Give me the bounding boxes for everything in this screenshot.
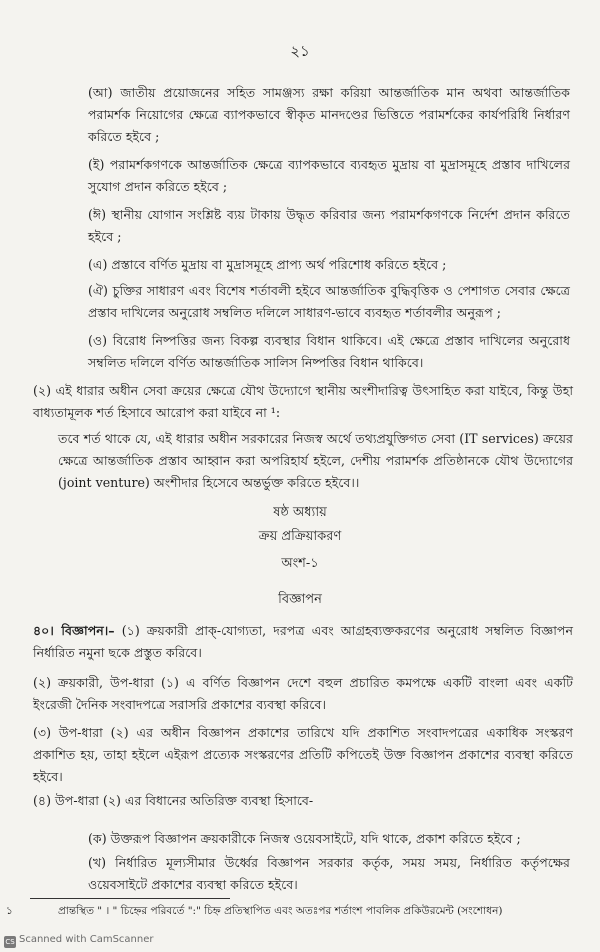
- footnote-divider: [30, 898, 230, 899]
- rule-40-s1-text: (১) ক্রয়কারী প্রাক্-যোগ্যতা, দরপত্র এবং আগ্রহব্যক্তকরণের অনুরোধ সম্বলিত বিজ্ঞাপন নির্ধারিত নমুনা ছকে প্রস্তুত করিবে।: [33, 623, 573, 660]
- chapter-title: ক্রয় প্রক্রিয়াকরণ: [258, 529, 342, 544]
- clause-e: (এ) প্রস্তাবে বর্ণিত মুদ্রায় বা মুদ্রাসমূহে প্রাপ্য অর্থ পরিশোধ করিতে হইবে ;: [88, 257, 447, 272]
- page-number: ২১: [290, 42, 310, 60]
- proviso: তবে শর্ত থাকে যে, এই ধারার অধীন সরকারের নিজস্ব অর্থে তথ্যপ্রযুক্তিগত সেবা (IT services) ক্রয়ের ক্ষেত্রে আন্তর্জাতিক প্রস্তাব আহ্বান করা অপরিহার্য হইলে, দেশীয় পরামর্শক প্রতিষ্ঠানকে যৌথ উদ্যোগের (joint venture) অংশীদার হিসেবে অন্তর্ভুক্ত করিতে হইবে।।: [58, 431, 573, 490]
- footnote-text: প্রান্তস্থিত " । " চিহ্নের পরিবর্তে ":" চিহ্ন প্রতিস্থাপিত এবং অতঃপর শর্তাংশ পাবলিক প্রকিউরমেন্ট (সংশোধন): [58, 905, 503, 917]
- rule-40-clause-ka: (ক) উক্তরূপ বিজ্ঞাপন ক্রয়কারীকে নিজস্ব ওয়েবসাইটে, যদি থাকে, প্রকাশ করিতে হইবে ;: [88, 831, 521, 846]
- rule-40-clause-kha: (খ) নির্ধারিত মূল্যসীমার উর্ধ্বের বিজ্ঞাপন সরকার কর্তৃক, সময় সময়, নির্ধারিত কর্তৃপক্ষের ওয়েবসাইটে প্রকাশের ব্যবস্থা করিতে হইবে।: [88, 855, 570, 892]
- clause-aa: (আ) জাতীয় প্রয়োজনের সহিত সামঞ্জস্য রক্ষা করিয়া আন্তর্জাতিক মান অথবা আন্তর্জাতিক পরামর্শক নিয়োগের ক্ষেত্রে ব্যাপকভাবে স্বীকৃত মানদণ্ডের ভিত্তিতে পরামর্শকের কার্যপরিধি নির্ধারণ করিতে হইবে ;: [88, 85, 570, 144]
- clause-o: (ও) বিরোধ নিষ্পত্তির জন্য বিকল্প ব্যবস্থার বিধান থাকিবে। এই ক্ষেত্রে প্রস্তাব দাখিলের অনুরোধ সম্বলিত দলিলে বর্ণিত আন্তর্জাতিক সালিস নিষ্পত্তির বিধান থাকিবে।: [88, 333, 570, 370]
- rule-40-subsection-4: (৪) উপ-ধারা (২) এর বিধানের অতিরিক্ত ব্যবস্থা হিসাবে-: [33, 793, 314, 808]
- part-title: বিজ্ঞাপন: [278, 592, 322, 607]
- clause-ii: (ঈ) স্থানীয় যোগান সংশ্লিষ্ট ব্যয় টাকায় উদ্ধৃত করিবার জন্য পরামর্শকগণকে নির্দেশ প্রদান করিতে হইবে ;: [88, 207, 570, 244]
- rule-40-subsection-3: (৩) উপ-ধারা (২) এর অধীন বিজ্ঞাপন প্রকাশের তারিখে যদি প্রকাশিত সংবাদপত্রের একাধিক সংস্করণ প্রকাশিত হয়, তাহা হইলে এইরূপ প্রত্যেক সংস্করণের প্রতিটি কপিতেই উক্ত বিজ্ঞাপন প্রকাশের ব্যবস্থা করিতে হইবে।: [33, 725, 573, 784]
- chapter-label: ষষ্ঠ অধ্যায়: [273, 505, 327, 520]
- watermark-text: Scanned with CamScanner: [19, 934, 154, 945]
- footnote-number: ১: [6, 905, 13, 917]
- rule-40-subsection-2: (২) ক্রয়কারী, উপ-ধারা (১) এ বর্ণিত বিজ্ঞাপন দেশে বহুল প্রচারিত কমপক্ষে একটি বাংলা এবং একটি ইংরেজী দৈনিক সংবাদপত্রে সরাসরি প্রকাশের ব্যবস্থা করিবে।: [33, 675, 573, 712]
- clause-oi: (ঐ) চুক্তির সাধারণ এবং বিশেষ শর্তাবলী হইবে আন্তর্জাতিক বুদ্ধিবৃত্তিক ও পেশাগত সেবার ক্ষেত্রে প্রস্তাব দাখিলের অনুরোধ সম্বলিত দলিলে সাধারণ-ভাবে ব্যবহৃত শর্তাবলীর অনুরূপ ;: [88, 283, 570, 320]
- clause-i: (ই) পরামর্শকগণকে আন্তর্জাতিক ক্ষেত্রে ব্যাপকভাবে ব্যবহৃত মুদ্রায় বা মুদ্রাসমূহে প্রস্তাব দাখিলের সুযোগ প্রদান করিতে হইবে ;: [88, 157, 570, 194]
- footnote: [6, 904, 596, 921]
- part-label: অংশ-১: [281, 556, 319, 571]
- camscanner-icon: CS: [5, 938, 15, 946]
- rule-40-subsection-1: [33, 620, 573, 664]
- scanner-watermark: [4, 934, 154, 948]
- subsection-2: (২) এই ধারার অধীন সেবা ক্রয়ের ক্ষেত্রে যৌথ উদ্যোগে স্থানীয় অংশীদারিত্ব উৎসাহিত করা যাইবে, কিন্তু উহা বাধ্যতামূলক শর্ত হিসাবে আরোপ করা যাইবে না ¹:: [33, 383, 573, 420]
- rule-40-heading: ৪০। বিজ্ঞাপন।–: [33, 623, 115, 638]
